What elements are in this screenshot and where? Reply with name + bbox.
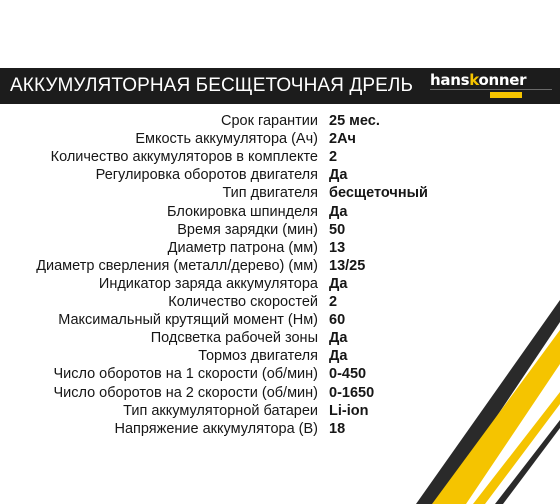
spec-value: 25 мес. [329, 113, 380, 129]
spec-label: Максимальный крутящий момент (Нм) [58, 312, 318, 329]
spec-value: Да [329, 167, 348, 184]
spec-value: 18 [329, 420, 346, 437]
spec-value: 2 [329, 294, 338, 310]
spec-value: Да [329, 275, 348, 292]
page-title: АККУМУЛЯТОРНАЯ БЕСЩЕТОЧНАЯ ДРЕЛЬ [10, 75, 414, 96]
spec-value: Да [329, 203, 348, 220]
spec-value: Да [329, 348, 348, 365]
spec-label: Блокировка шпинделя [166, 203, 318, 220]
spec-value: 2Ач [329, 131, 356, 148]
spec-row [0, 239, 560, 257]
spec-row [0, 203, 560, 221]
spec-label: Число оборотов на 1 скорости (об/мин) [53, 366, 318, 383]
spec-row [0, 347, 560, 365]
spec-value: Да [329, 330, 348, 347]
spec-label: Тип аккумуляторной батареи [123, 402, 318, 419]
brand-logo [430, 72, 552, 100]
spec-label: Время зарядки (мин) [177, 221, 318, 238]
spec-value: 2 [329, 149, 338, 166]
spec-row [0, 420, 560, 438]
spec-label: Тормоз двигателя [198, 348, 318, 365]
spec-row [0, 402, 560, 420]
spec-label: Количество скоростей [168, 294, 318, 310]
spec-value: Li-ion [329, 402, 369, 419]
spec-value: 60 [329, 312, 346, 329]
title-banner [0, 68, 560, 104]
spec-label: Напряжение аккумулятора (В) [114, 420, 318, 437]
spec-label: Диаметр патрона (мм) [167, 239, 318, 256]
spec-row [0, 130, 560, 148]
spec-row [0, 112, 560, 130]
spec-row [0, 221, 560, 239]
spec-row [0, 329, 560, 347]
spec-label: Диаметр сверления (металл/дерево) (мм) [36, 257, 318, 274]
spec-value: 0-450 [329, 366, 367, 383]
spec-label: Срок гарантии [221, 113, 318, 129]
spec-label: Количество аккумуляторов в комплекте [50, 149, 318, 166]
spec-label: Емкость аккумулятора (Ач) [135, 131, 318, 148]
spec-label: Регулировка оборотов двигателя [95, 167, 318, 184]
spec-row [0, 365, 560, 383]
spec-label: Подсветка рабочей зоны [150, 330, 318, 347]
spec-row [0, 148, 560, 166]
spec-value: 0-1650 [329, 384, 375, 401]
brand-badge [490, 92, 522, 98]
brand-wordmark [430, 72, 526, 89]
spec-row [0, 384, 560, 402]
spec-value: бесщеточный [329, 185, 428, 202]
spec-label: Индикатор заряда аккумулятора [98, 275, 318, 292]
spec-row [0, 166, 560, 184]
spec-row [0, 257, 560, 275]
spec-value: 13 [329, 239, 346, 256]
spec-row [0, 275, 560, 293]
spec-label: Число оборотов на 2 скорости (об/мин) [53, 384, 318, 401]
spec-value: 50 [329, 221, 346, 238]
brand-wordmark-part: onner [478, 71, 527, 89]
spec-label: Тип двигателя [222, 185, 318, 202]
brand-wordmark-accent: k [469, 71, 479, 89]
spec-row [0, 184, 560, 202]
spec-value: 13/25 [329, 257, 366, 274]
spec-row [0, 293, 560, 311]
brand-wordmark-part: hans [430, 71, 470, 89]
spec-row [0, 311, 560, 329]
